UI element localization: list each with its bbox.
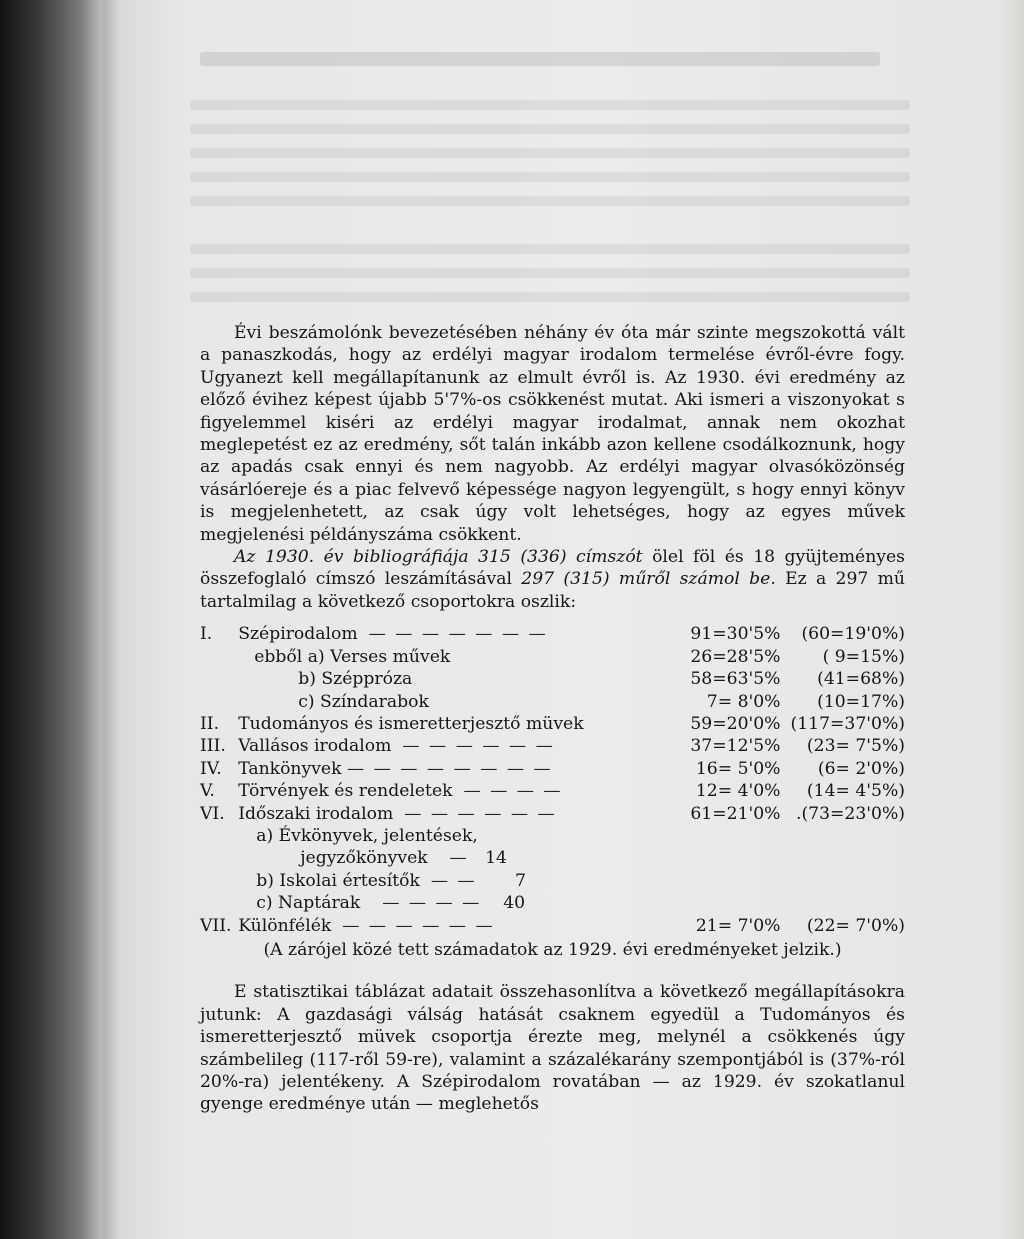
row-label: Különfélék [238, 915, 332, 936]
page-content [200, 322, 905, 1116]
bleed-through-line [190, 100, 910, 110]
row-label: c) Színdarabok [298, 691, 429, 712]
bleed-through-line [190, 244, 910, 254]
row-numeral: I. [200, 624, 213, 645]
row-prev-value: (22= 7'0%) [806, 915, 905, 936]
empty-cell [200, 892, 238, 914]
empty-cell [671, 847, 790, 869]
sub-row-label-cell [238, 892, 671, 914]
sub-row-value: 14 [485, 848, 507, 869]
row-prev-value: (60=19'0%) [801, 624, 905, 645]
row-label: b) Széppróza [298, 669, 413, 690]
row-prev-value: (6= 2'0%) [817, 758, 905, 779]
leader-dashes: — — — — — — [342, 915, 495, 936]
table-row [200, 780, 905, 802]
empty-cell [791, 847, 905, 869]
row-value: 26=28'5% [690, 646, 781, 667]
row-value: 16= 5'0% [695, 758, 781, 779]
row-numeral: V. [200, 781, 215, 802]
sub-row-value: 7 [514, 870, 526, 891]
leader-dashes: — — — — [463, 781, 563, 802]
sub-row-value: 40 [503, 893, 526, 914]
empty-cell [671, 825, 790, 847]
bleed-through-header [200, 52, 880, 66]
sub-row [200, 825, 905, 847]
row-label: ebből a) Verses művek [254, 646, 451, 667]
row-prev-value: (117=37'0%) [790, 713, 905, 734]
bleed-through-line [190, 196, 910, 206]
row-value: 91=30'5% [690, 624, 781, 645]
table-row [200, 915, 905, 937]
row-label-cell [238, 915, 671, 937]
empty-cell [791, 825, 905, 847]
row-numeral: IV. [200, 758, 222, 779]
row-prev-value: (41=68%) [817, 669, 905, 690]
bleed-through-line [190, 292, 910, 302]
row-value: 7= 8'0% [706, 691, 781, 712]
text-run: ölel föl és 18 gyüjteményes összefoglaló címszó leszámításával [200, 547, 905, 590]
paragraph-intro: Évi beszámolónk bevezetésében néhány év óta már szinte megszokottá vált a panaszkodás, hogy az erdélyi magyar irodalom termelése évről-évre fogy. Ugyanezt kell megállapítanunk az elmult évről is. Az 1930. évi eredmény az előző évihez képest újabb 5'7%-os csökkenést mutat. Aki ismeri a viszonyokat s figyelemmel kiséri az erdélyi magyar irodalmat, annak nem okozhat meglepetést ez az eredmény, sőt talán inkább azon kellene csodálkoznunk, hogy az apadás csak ennyi és nem nagyobb. Az erdélyi magyar olvasóközönség vásárlóereje és a piac felvevő képessége nagyon legyengült, s hogy ennyi könyv is megjelenhetett, az csak úgy volt lehetséges, hogy az egyes művek megjelenési példányszáma csökkent. [200, 323, 905, 545]
table-row [200, 713, 905, 735]
row-numeral: III. [200, 736, 226, 757]
row-prev-value: (14= 4'5%) [806, 781, 905, 802]
row-label-cell [238, 780, 671, 802]
row-value: 21= 7'0% [695, 915, 781, 936]
row-label-cell [238, 758, 671, 780]
empty-cell [791, 892, 905, 914]
empty-cell [200, 870, 238, 892]
italic-phrase: Az 1930. év bibliográfiája 315 (336) címszót [234, 547, 643, 568]
sub-row-label: jegyzőkönyvek [300, 848, 428, 869]
empty-cell [671, 870, 790, 892]
row-value: 37=12'5% [690, 736, 781, 757]
row-label: Időszaki irodalom [238, 803, 394, 824]
row-label: Szépirodalom [238, 624, 358, 645]
empty-cell [791, 870, 905, 892]
empty-cell [671, 892, 790, 914]
row-prev-value: .(73=23'0%) [795, 803, 905, 824]
row-label: Törvények és rendeletek [238, 781, 453, 802]
row-numeral [200, 691, 238, 713]
paragraph-bibliography [200, 546, 905, 613]
sub-row-label: a) Évkönyvek, jelentések, [256, 825, 478, 846]
italic-phrase: 297 (315) műről számol be. [521, 569, 776, 590]
paragraph-analysis: E statisztikai táblázat adatait összehasonlítva a következő megállapításokra jutunk: A gazdasági válság hatását csaknem egyedül a Tudományos és ismeretterjesztő müvek csoportja érezte meg, melynél a csökkenés úgy számbelileg (117-ről 59-re), valamint a százalékarány szempontjából is (37%-ról 20%-ra) jelentékeny. A Szépirodalom rovatában — az 1929. év szokatlanul gyenge eredménye után — meglehetős [200, 982, 905, 1115]
table-row [200, 668, 905, 690]
bleed-through-line [190, 148, 910, 158]
sub-row [200, 870, 905, 892]
leader-dashes: — — — — — — — [368, 624, 548, 645]
sub-row [200, 847, 905, 869]
leader-dashes: — — [430, 870, 477, 891]
row-value: 58=63'5% [690, 669, 781, 690]
table-row [200, 646, 905, 668]
leader-dashes: — — — — — — — — [346, 758, 553, 779]
empty-cell [200, 847, 238, 869]
row-label: Vallásos irodalom [238, 736, 392, 757]
bleed-through-line [190, 172, 910, 182]
row-value: 12= 4'0% [695, 781, 781, 802]
sub-row-label-cell [238, 870, 671, 892]
row-numeral [200, 668, 238, 690]
row-value: 59=20'0% [690, 713, 781, 734]
sub-row-label-cell [238, 847, 671, 869]
statistics-table [200, 623, 905, 937]
text-run: Ez a 297 mű tartalmilag a következő csoportokra oszlik: [200, 569, 905, 612]
row-label: Tankönyvek [238, 758, 342, 779]
table-row [200, 803, 905, 825]
sub-row-label: c) Naptárak [256, 893, 361, 914]
row-label-cell [238, 803, 671, 825]
table-row [200, 691, 905, 713]
sub-row-label: b) Iskolai értesítők [256, 870, 420, 891]
table-footnote: (A zárójel közé tett számadatok az 1929. évi eredményeket jelzik.) [263, 939, 842, 960]
sub-row [200, 892, 905, 914]
leader-dashes: — — — — [382, 893, 482, 914]
row-numeral: VI. [200, 803, 225, 824]
row-label: Tudományos és ismeretterjesztő müvek [238, 713, 584, 734]
row-prev-value: (10=17%) [817, 691, 905, 712]
table-row [200, 623, 905, 645]
leader-dashes: — — — — — — [402, 736, 555, 757]
leader-dashes: — [449, 848, 469, 869]
row-value: 61=21'0% [690, 803, 781, 824]
row-label-cell [238, 623, 671, 645]
table-row [200, 735, 905, 757]
row-numeral [200, 646, 238, 668]
row-label-cell [238, 735, 671, 757]
row-prev-value: ( 9=15%) [822, 646, 905, 667]
row-numeral: II. [200, 713, 220, 734]
row-numeral: VII. [200, 915, 232, 936]
table-row [200, 758, 905, 780]
leader-dashes: — — — — — — [404, 803, 557, 824]
book-spine-shadow [0, 0, 108, 1239]
empty-cell [200, 825, 238, 847]
row-prev-value: (23= 7'5%) [806, 736, 905, 757]
bleed-through-line [190, 268, 910, 278]
bleed-through-line [190, 124, 910, 134]
